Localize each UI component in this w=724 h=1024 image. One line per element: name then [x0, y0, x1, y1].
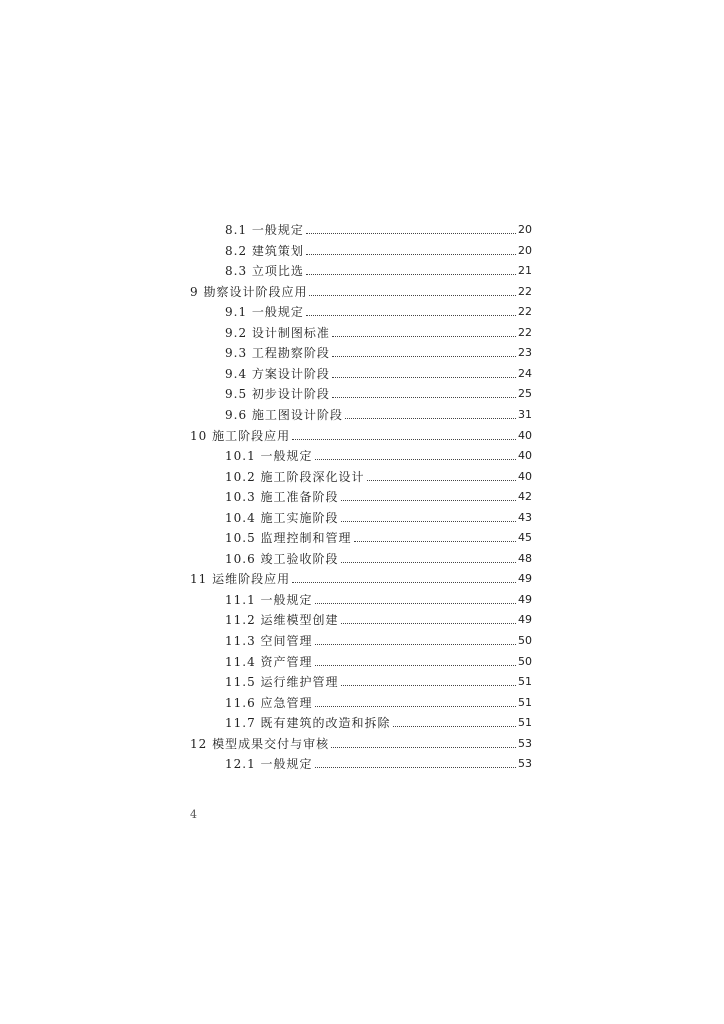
toc-dot-leader [315, 664, 516, 666]
toc-entry-label: 10.1 一般规定 [225, 449, 313, 464]
toc-section-entry[interactable] [225, 217, 532, 237]
toc-dot-leader [292, 438, 516, 440]
toc-section-entry[interactable] [225, 484, 532, 504]
toc-entry-page-number: 43 [518, 510, 532, 524]
toc-dot-leader [341, 561, 516, 563]
toc-entry-label: 9.4 方案设计阶段 [225, 366, 330, 381]
toc-section-entry[interactable] [225, 505, 532, 525]
toc-chapter-entry[interactable] [190, 566, 532, 586]
toc-entry-label: 8.1 一般规定 [225, 223, 304, 237]
toc-section-entry[interactable] [225, 320, 532, 340]
toc-entry-label: 10.5 监理控制和管理 [225, 531, 352, 546]
toc-dot-leader [332, 335, 516, 337]
toc-entry-page-number: 31 [518, 407, 532, 421]
toc-entry-page-number: 20 [518, 223, 532, 236]
toc-entry-page-number: 50 [518, 654, 532, 668]
toc-entry-label: 8.2 建筑策划 [225, 243, 304, 258]
toc-dot-leader [367, 479, 516, 481]
toc-entry-label: 11 运维阶段应用 [190, 572, 291, 587]
toc-dot-leader [306, 314, 516, 316]
toc-entry-page-number: 20 [518, 243, 532, 257]
toc-section-entry[interactable] [225, 649, 532, 669]
toc-entry-label: 11.3 空间管理 [225, 634, 313, 648]
toc-entry-page-number: 50 [518, 634, 532, 647]
toc-entry-label: 10.3 施工准备阶段 [225, 490, 339, 505]
toc-dot-leader [315, 766, 516, 768]
toc-entry-page-number: 53 [518, 736, 532, 750]
toc-section-entry[interactable] [225, 402, 532, 422]
toc-entry-label: 11.1 一般规定 [225, 592, 313, 607]
toc-section-entry[interactable] [225, 340, 532, 360]
toc-dot-leader [306, 232, 516, 234]
toc-entry-page-number: 22 [518, 305, 532, 319]
toc-entry-label: 12 模型成果交付与审核 [190, 736, 330, 751]
toc-section-entry[interactable] [225, 525, 532, 545]
toc-chapter-entry[interactable] [190, 731, 532, 751]
toc-section-entry[interactable] [225, 607, 532, 627]
toc-section-entry[interactable] [225, 628, 532, 648]
toc-section-entry[interactable] [225, 587, 532, 607]
toc-entry-label: 9.3 工程勘察阶段 [225, 346, 330, 361]
toc-entry-label: 11.4 资产管理 [225, 654, 313, 669]
toc-entry-label: 10.4 施工实施阶段 [225, 510, 339, 525]
toc-dot-leader [315, 602, 516, 604]
toc-entry-page-number: 51 [518, 716, 532, 730]
toc-entry-page-number: 25 [518, 387, 532, 401]
toc-section-entry[interactable] [225, 443, 532, 463]
toc-section-entry[interactable] [225, 258, 532, 278]
toc-entry-label: 8.3 立项比选 [225, 264, 304, 279]
toc-dot-leader [341, 684, 516, 686]
toc-dot-leader [309, 294, 516, 296]
toc-dot-leader [332, 376, 516, 378]
toc-dot-leader [354, 540, 516, 542]
toc-dot-leader [341, 499, 516, 501]
toc-dot-leader [345, 417, 516, 419]
toc-entry-label: 10.2 施工阶段深化设计 [225, 469, 365, 484]
toc-entry-label: 12.1 一般规定 [225, 757, 313, 772]
toc-entry-label: 11.6 应急管理 [225, 695, 313, 710]
toc-dot-leader [341, 520, 516, 522]
toc-entry-page-number: 49 [518, 592, 532, 606]
toc-chapter-entry[interactable] [190, 279, 532, 299]
toc-entry-page-number: 45 [518, 531, 532, 545]
toc-entry-page-number: 21 [518, 264, 532, 278]
toc-section-entry[interactable] [225, 238, 532, 258]
toc-entry-page-number: 40 [518, 428, 532, 442]
toc-dot-leader [331, 746, 516, 748]
toc-entry-page-number: 23 [518, 346, 532, 360]
toc-entry-label: 9.2 设计制图标准 [225, 325, 330, 340]
toc-entry-page-number: 40 [518, 449, 532, 463]
page-number: 4 [190, 808, 197, 821]
toc-section-entry[interactable] [225, 710, 532, 730]
toc-section-entry[interactable] [225, 464, 532, 484]
toc-entry-label: 9.6 施工图设计阶段 [225, 407, 343, 422]
toc-section-entry[interactable] [225, 690, 532, 710]
toc-section-entry[interactable] [225, 546, 532, 566]
toc-entry-page-number: 53 [518, 757, 532, 771]
toc-dot-leader [393, 725, 516, 727]
toc-entry-page-number: 40 [518, 469, 532, 483]
toc-dot-leader [315, 458, 516, 460]
toc-entry-label: 9.5 初步设计阶段 [225, 387, 330, 402]
toc-dot-leader [341, 622, 516, 624]
toc-section-entry[interactable] [225, 669, 532, 689]
toc-dot-leader [332, 396, 516, 398]
toc-entry-label: 10 施工阶段应用 [190, 428, 291, 443]
toc-entry-page-number: 22 [518, 325, 532, 339]
toc-entry-page-number: 51 [518, 695, 532, 709]
toc-entry-page-number: 42 [518, 490, 532, 504]
toc-section-entry[interactable] [225, 299, 532, 319]
toc-dot-leader [332, 355, 516, 357]
toc-entry-page-number: 51 [518, 675, 532, 689]
toc-entry-label: 11.7 既有建筑的改造和拆除 [225, 716, 391, 731]
toc-entry-label: 9 勘察设计阶段应用 [190, 284, 308, 299]
toc-dot-leader [315, 705, 516, 707]
toc-dot-leader [292, 581, 516, 583]
toc-entry-page-number: 22 [518, 284, 532, 298]
toc-entry-label: 9.1 一般规定 [225, 305, 304, 320]
toc-entry-page-number: 48 [518, 551, 532, 565]
toc-chapter-entry[interactable] [190, 423, 532, 443]
toc-entry-label: 11.2 运维模型创建 [225, 613, 339, 628]
toc-dot-leader [306, 253, 516, 255]
toc-entry-page-number: 49 [518, 572, 532, 586]
toc-entry-page-number: 49 [518, 613, 532, 627]
toc-dot-leader [315, 643, 516, 645]
toc-entry-page-number: 24 [518, 366, 532, 380]
toc-section-entry[interactable] [225, 751, 532, 771]
toc-dot-leader [306, 273, 516, 275]
toc-entry-label: 11.5 运行维护管理 [225, 675, 339, 690]
toc-section-entry[interactable] [225, 361, 532, 381]
toc-section-entry[interactable] [225, 381, 532, 401]
toc-entry-label: 10.6 竣工验收阶段 [225, 551, 339, 566]
